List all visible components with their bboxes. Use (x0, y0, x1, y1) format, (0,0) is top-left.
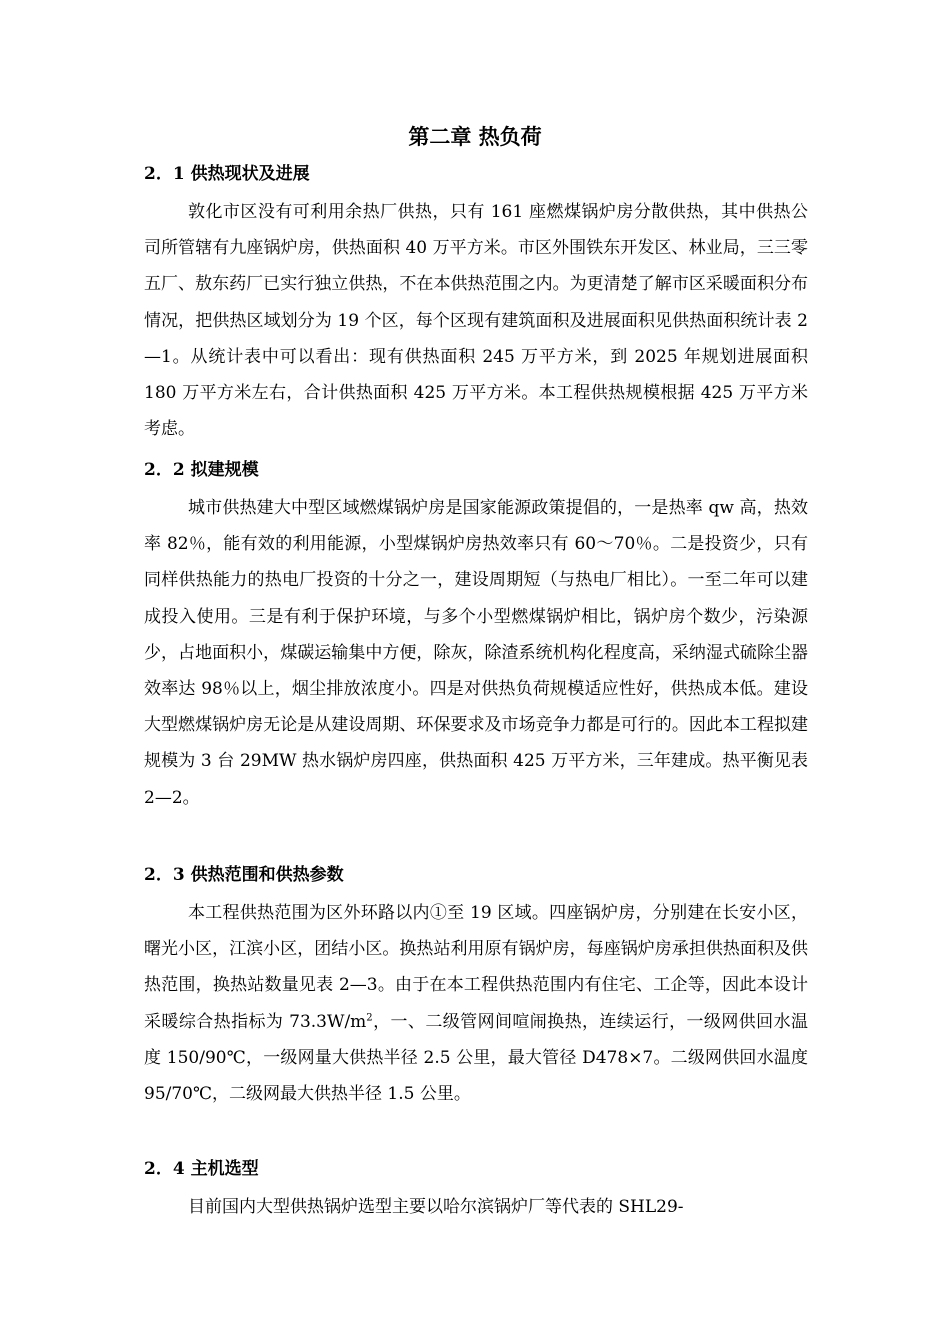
section-body-2-3 (144, 895, 808, 1112)
body-text-before-superscript: 本工程供热范围为区外环路以内①至 19 区域。四座锅炉房，分别建在长安小区，曙光小区，江滨小区，团结小区。换热站利用原有锅炉房，每座锅炉房承担供热面积及供热范围，换热站数量见表 2—3。由于在本工程供热范围内有住宅、工企等，因此本设计采暖综合热指标为 73.3W/m (144, 903, 808, 1032)
section-heading-2-1: 2．1 供热现状及进展 (144, 164, 310, 184)
body-text-after-superscript: ，一、二级管网间喧闹换热，连续运行，一级网供回水温度 150/90℃，一级网量大供热半径 2.5 公里，最大管径 D478×7。二级网供回水温度 95/70℃，二级网最大供热半径 1.5 公里。 (144, 1011, 808, 1105)
section-heading-2-3: 2．3 供热范围和供热参数 (144, 865, 344, 885)
section-body-2-2: 城市供热建大中型区域燃煤锅炉房是国家能源政策提倡的，一是热率 qw 高，热效率 82％，能有效的利用能源，小型煤锅炉房热效率只有 60～70％。二是投资少，只有同样供热能力的热电厂投资的十分之一，建设周期短（与热电厂相比）。一至二年可以建成投入使用。三是有利于保护环境，与多个小型燃煤锅炉相比，锅炉房个数少，污染源少，占地面积小，煤碳运输集中方便，除灰，除渣系统机构化程度高，采纳湿式硫除尘器效率达 98％以上，烟尘排放浓度小。四是对供热负荷规模适应性好，供热成本低。建设大型燃煤锅炉房无论是从建设周期、环保要求及市场竞争力都是可行的。因此本工程拟建规模为 3 台 29MW 热水锅炉房四座，供热面积 425 万平方米，三年建成。热平衡见表 2—2。 (144, 498, 808, 808)
section-body-2-1: 敦化市区没有可利用余热厂供热，只有 161 座燃煤锅炉房分散供热，其中供热公司所管辖有九座锅炉房，供热面积 40 万平方米。市区外围铁东开发区、林业局，三三零五厂、敖东药厂已实行独立供热，不在本供热范围之内。为更清楚了解市区采暖面积分布情况，把供热区域划分为 19 个区，每个区现有建筑面积及进展面积见供热面积统计表 2—1。从统计表中可以看出：现有供热面积 245 万平方米，到 2025 年规划进展面积 180 万平方米左右，合计供热面积 425 万平方米。本工程供热规模根据 425 万平方米考虑。 (144, 202, 808, 440)
chapter-title: 第二章 热负荷 (408, 124, 542, 149)
section-heading-2-4: 2．4 主机选型 (144, 1159, 259, 1179)
section-heading-2-2: 2．2 拟建规模 (144, 460, 259, 480)
superscript-exponent: 2 (366, 1011, 373, 1023)
section-body-2-4: 目前国内大型供热锅炉选型主要以哈尔滨锅炉厂等代表的 SHL29- (188, 1197, 684, 1217)
